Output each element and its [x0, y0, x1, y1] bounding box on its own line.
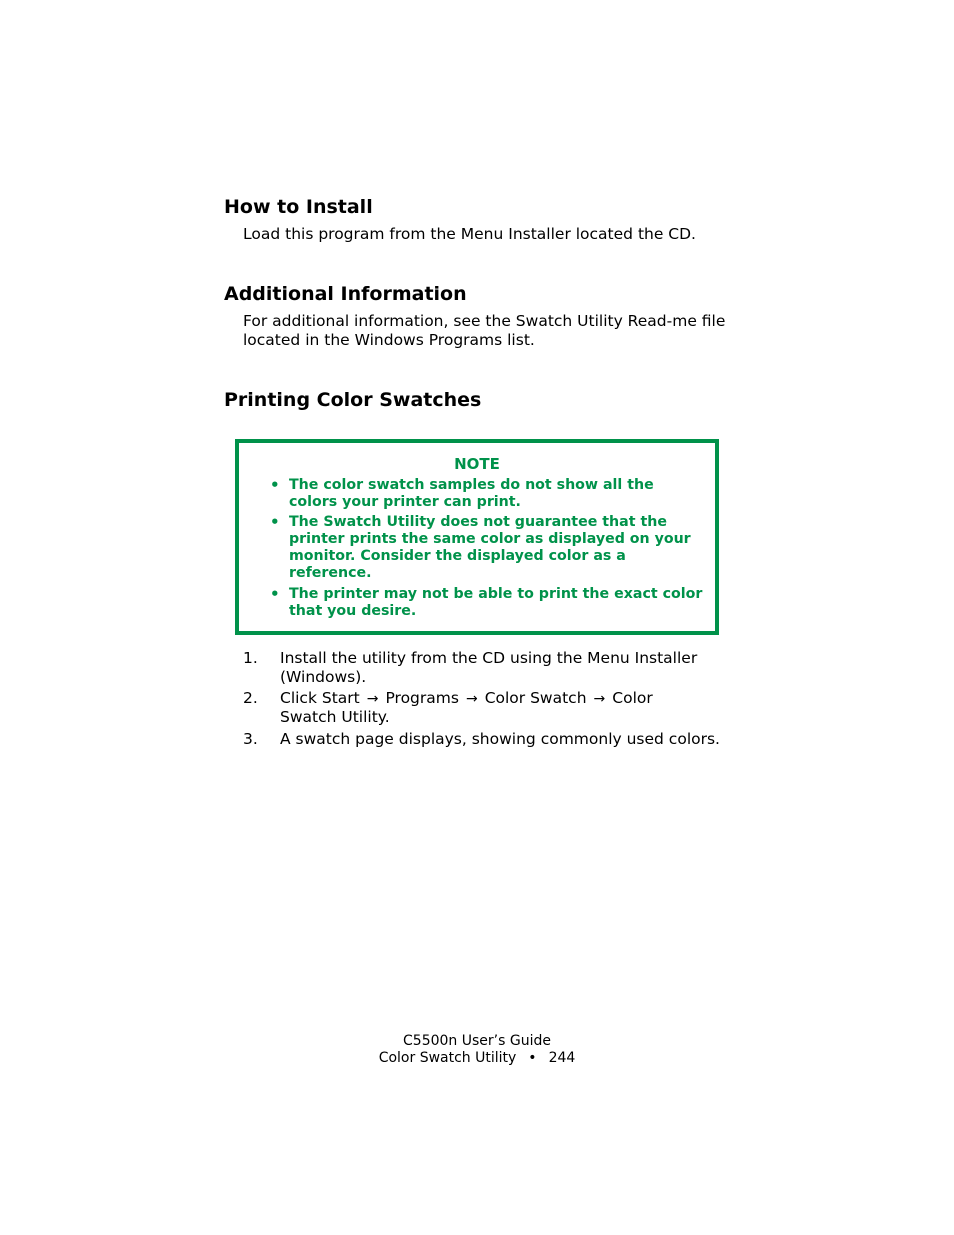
step-2-part-color-swatch: Color Swatch: [484, 689, 587, 707]
step-2-part-start: Click Start: [280, 689, 360, 707]
note-item-3-line-1: The printer may not be able to print the exact color: [289, 586, 703, 602]
step-1-line-1: Install the utility from the CD using the Menu Installer: [280, 649, 698, 667]
step-number: 1.: [243, 649, 258, 667]
note-item-2-line-2: printer prints the same color as displayed on your: [289, 531, 691, 547]
arrow-right-icon: →: [465, 691, 478, 707]
step-2-part-color: Color: [612, 689, 653, 707]
step-2-line-1: [280, 689, 653, 709]
note-item-1-line-2: colors your printer can print.: [289, 494, 521, 510]
footer-section: [0, 1050, 954, 1067]
additional-body-line-1: For additional information, see the Swatch Utility Read-me file: [243, 312, 726, 330]
bullet-icon: •: [270, 585, 280, 603]
footer-section-name: Color Swatch Utility: [378, 1050, 517, 1066]
install-body: Load this program from the Menu Installer located the CD.: [243, 225, 696, 243]
note-box: [235, 439, 719, 635]
note-title: NOTE: [454, 455, 500, 473]
note-item-2-line-4: reference.: [289, 565, 372, 581]
note-item-1-line-1: The color swatch samples do not show all the: [289, 477, 654, 493]
arrow-right-icon: →: [593, 691, 606, 707]
arrow-right-icon: →: [366, 691, 379, 707]
heading-printing-color-swatches: Printing Color Swatches: [224, 389, 482, 411]
footer-separator: •: [528, 1050, 537, 1066]
heading-how-to-install: How to Install: [224, 196, 373, 218]
heading-additional-information: Additional Information: [224, 283, 467, 305]
additional-body-line-2: located in the Windows Programs list.: [243, 331, 535, 349]
step-number: 2.: [243, 689, 258, 707]
step-2-line-2: Swatch Utility.: [280, 708, 390, 726]
bullet-icon: •: [270, 513, 280, 531]
note-item-2-line-3: monitor. Consider the displayed color as a: [289, 548, 626, 564]
step-3-line-1: A swatch page displays, showing commonly used colors.: [280, 730, 720, 748]
step-2-part-programs: Programs: [385, 689, 459, 707]
bullet-icon: •: [270, 476, 280, 494]
page-number: 244: [548, 1050, 576, 1066]
note-item-3-line-2: that you desire.: [289, 603, 417, 619]
footer-guide-title: C5500n User’s Guide: [403, 1033, 551, 1049]
note-item-2-line-1: The Swatch Utility does not guarantee that the: [289, 514, 667, 530]
step-1-line-2: (Windows).: [280, 668, 367, 686]
step-number: 3.: [243, 730, 258, 748]
